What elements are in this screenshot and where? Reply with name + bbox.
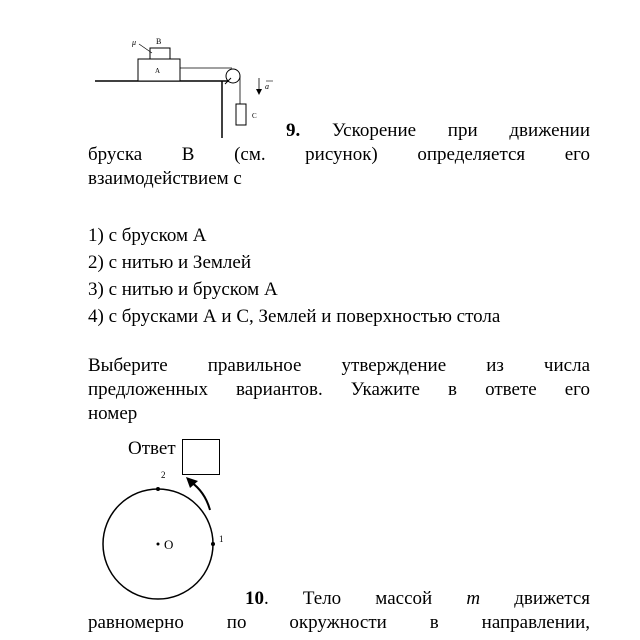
- option-1: 1) с бруском А: [88, 225, 207, 246]
- acceleration-arrow-head: [256, 89, 262, 95]
- question-10-line-1b: движется: [514, 588, 591, 609]
- label-mu: μ: [132, 38, 137, 47]
- question-9-text: [88, 119, 590, 191]
- instruction-line-1: Выберите правильное утверждение из числа: [88, 355, 590, 376]
- label-c: C: [252, 112, 257, 120]
- label-acceleration: a: [265, 82, 269, 91]
- question-9-line-1: Ускорение при движении: [332, 120, 591, 141]
- option-3: 3) с нитью и бруском А: [88, 279, 278, 300]
- center-dot: [157, 543, 160, 546]
- label-point-2: 2: [161, 470, 166, 480]
- answer-label: Ответ: [128, 438, 176, 459]
- point-2-dot: [156, 487, 160, 491]
- option-4: 4) с брусками А и С, Землей и поверхностью стола: [88, 306, 501, 327]
- point-1-dot: [211, 542, 215, 546]
- question-10-line-1a: . Тело массой: [264, 588, 433, 609]
- question-9-line-3: взаимодействием с: [88, 168, 242, 189]
- question-9-options: [88, 224, 590, 329]
- label-b: B: [156, 37, 162, 46]
- mass-symbol: m: [466, 588, 481, 609]
- question-9-number: 9.: [286, 120, 301, 141]
- label-center: O: [164, 537, 174, 552]
- instruction-line-3: номер: [88, 403, 138, 424]
- label-a: A: [155, 67, 161, 75]
- question-9-line-2: бруска В (см. рисунок) определяется его: [88, 144, 590, 165]
- figure-circle-motion: [90, 462, 250, 602]
- option-2: 2) с нитью и Землей: [88, 252, 251, 273]
- direction-arc-arrow: [191, 482, 210, 510]
- question-9-first-line: [88, 119, 590, 143]
- question-10-line-2: равномерно по окружности в направлении,: [88, 612, 590, 633]
- block-b: [150, 48, 170, 59]
- question-9-instruction: [88, 354, 590, 426]
- question-10-first-line: [88, 587, 590, 611]
- question-10-text: [88, 587, 590, 635]
- question-10-number: 10: [245, 588, 264, 609]
- instruction-line-2: предложенных вариантов. Укажите в ответе его: [88, 379, 590, 400]
- label-point-1: 1: [219, 534, 224, 544]
